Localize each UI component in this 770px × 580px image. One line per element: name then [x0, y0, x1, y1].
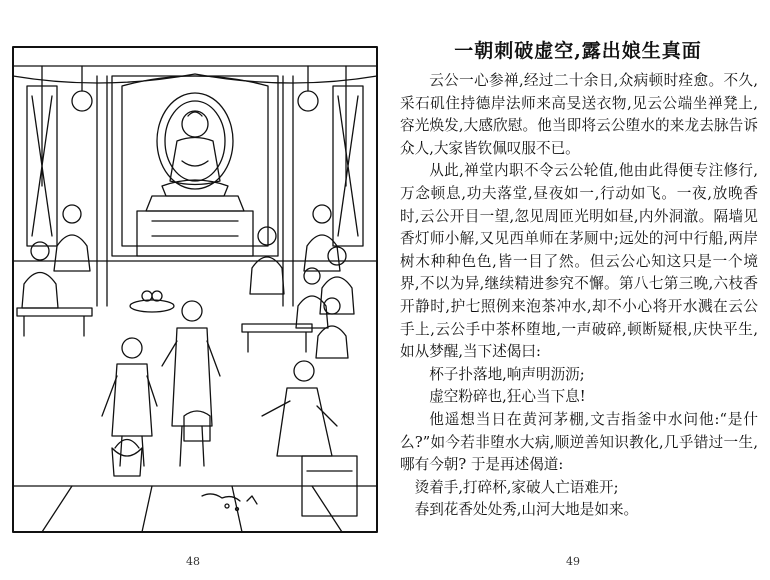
verse-line: 烫着手,打碎杯,家破人亡语难开;	[414, 478, 619, 496]
left-page-number: 48	[186, 555, 200, 568]
temple-illustration	[12, 46, 378, 533]
body-text	[400, 70, 758, 522]
verse-line: 杯子扑落地,响声明沥沥;	[429, 365, 585, 383]
verse-line: 虚空粉碎也,狂心当下息!	[429, 388, 586, 406]
paragraph: 他遥想当日在黄河茅棚,文吉指釜中水问他:“是什么?”如今若非堕水大病,顺逆善知识教化,几乎错过一生,哪有今朝? 于是再述偈道:	[400, 410, 758, 474]
paragraph: 云公一心参禅,经过二十余日,众病顿时痊愈。不久,采石矶住持德岸法师来高旻送衣物,见云公端坐禅凳上,容光焕发,大感欣慰。他当即将云公堕水的来龙去脉告诉众人,大家皆钦佩叹服不已。	[400, 72, 758, 157]
verse-line: 春到花香处处秀,山河大地是如来。	[414, 501, 639, 519]
chapter-title: 一朝刺破虚空,露出娘生真面	[454, 40, 702, 62]
paragraph: 从此,禅堂内职不令云公轮值,他由此得便专注修行,万念顿息,功夫落堂,昼夜如一,行动如飞。一夜,放晚香时,云公开目一望,忽见周匝光明如昼,内外洞澈。隔墙见香灯师小解,又见西单师在茅厕中;远处的河中行船,两岸树木种种色色,皆一目了然。但云公心知这只是一个境界,不以为异,继续精进参究不懈。第八七第三晚,六枝香开静时,护七照例来泡茶冲水,却不小心将开水溅在云公手上,云公手中茶杯堕地,一声破碎,顿断疑根,庆快平生,如从梦醒,当下述偈曰:	[400, 162, 758, 361]
right-page-number: 49	[566, 555, 580, 568]
